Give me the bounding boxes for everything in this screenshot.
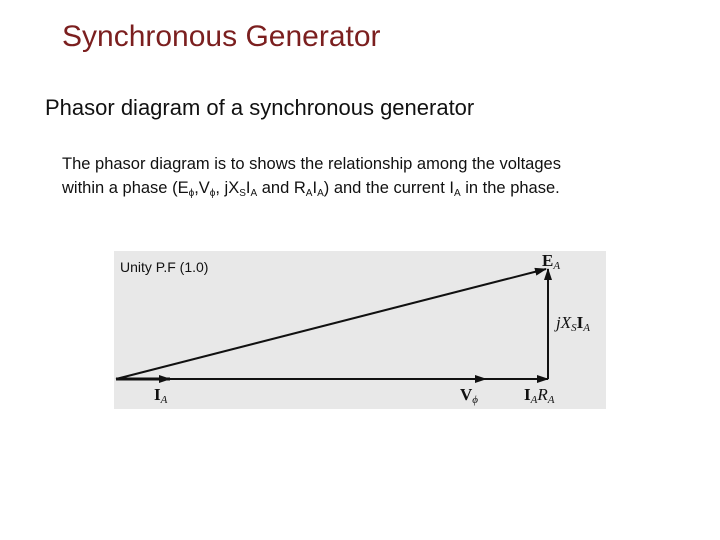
- slide-title: Synchronous Generator: [62, 20, 381, 53]
- phasor-diagram: [114, 251, 606, 409]
- v-phi-label: $V_\phi$: [460, 385, 478, 406]
- ia-ra-label: $I_AR_A$: [524, 385, 555, 406]
- description-text: [62, 152, 662, 200]
- slide-subtitle: Phasor diagram of a synchronous generator: [45, 95, 475, 120]
- description-line-2: within a phase ($E_\phi,V_\phi$, $jX_SI_A$ and $R_AI_A$) and the current $I_A$ in the phase.: [62, 179, 560, 199]
- ea-label: $E_A$: [542, 251, 561, 272]
- ea-phasor: [116, 269, 546, 379]
- ia-label: $I_A$: [154, 385, 168, 406]
- description-line-1: The phasor diagram is to shows the relationship among the voltages: [62, 155, 561, 173]
- power-factor-label: Unity P.F (1.0): [120, 259, 209, 275]
- jxs-ia-label: $jX_SI_A$: [556, 313, 590, 334]
